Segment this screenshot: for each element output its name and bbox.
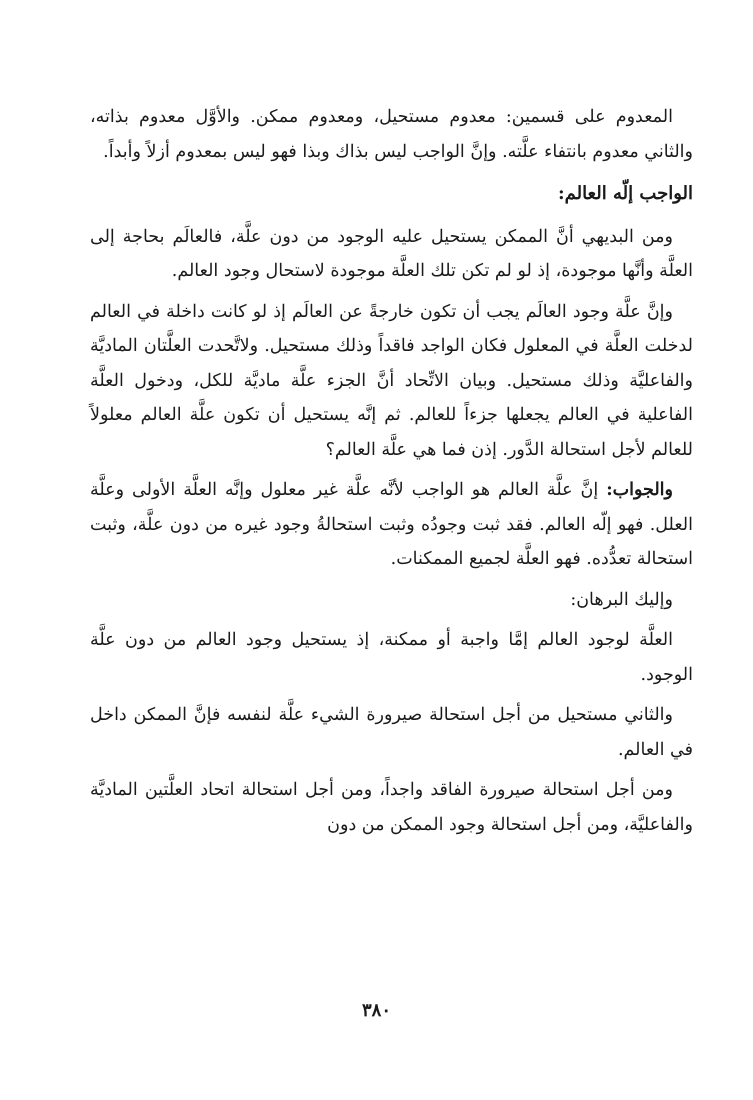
paragraph-proof-intro: وإليك البرهان:	[570, 589, 673, 610]
paragraph-nonexistent-types: المعدوم على قسمين: معدوم مستحيل، ومعدوم ممكن. والأوَّل معدوم بذاته، والثاني معدوم بانتفاء علَّته. وإنَّ الواجب ليس بذاك وبذا فهو ليس بمعدوم أزلاً وأبداً.	[90, 107, 693, 162]
section-heading: الواجب إلّه العالم:	[557, 183, 693, 204]
page-number: ٣٨٠	[361, 1000, 391, 1021]
body-text	[90, 100, 693, 848]
answer-lead: والجواب:	[606, 480, 673, 500]
answer-text: إنَّ علَّة العالم هو الواجب لأنَّه علَّة غير معلول وإنَّه العلَّة الأولى وعلَّة العلل. فهو إلّه العالم. فقد ثبت وجودُه وثبت استحالةُ وجود غيره من دون علَّة، وثبت استحالة تعدُّده. فهو العلَّة لجميع الممكنات.	[90, 480, 693, 569]
paragraph-proof-1: العلَّة لوجود العالم إمَّا واجبة أو ممكنة، إذ يستحيل وجود العالم من دون علَّة الوجود.	[90, 630, 693, 685]
paragraph-cause-external: وإنَّ علَّة وجود العالَم يجب أن تكون خارجةً عن العالَم إذ لو كانت داخلة في العالم لدخلت العلَّة في المعلول فكان الواجد فاقداً وذلك مستحيل. ولاتَّحدت العلَّتان الماديَّة والفاعليَّة وذلك مستحيل. وبيان الاتِّحاد أنَّ الجزء علَّة ماديَّة للكل، ودخول العلَّة الفاعلية في العالم يجعلها جزءاً للعالم. ثم إنَّه يستحيل أن تكون علَّة العالم معلولاً للعالم لأجل استحالة الدَّور. إذن فما هي علَّة العالم؟	[90, 301, 693, 460]
paragraph-world-needs-cause: ومن البديهي أنَّ الممكن يستحيل عليه الوجود من دون علَّة، فالعالَم بحاجة إلى العلَّة وأنَّها موجودة، إذ لو لم تكن تلك العلَّة موجودة لاستحال وجود العالم.	[90, 226, 693, 281]
paragraph-answer	[90, 473, 693, 577]
paragraph-proof-2: والثاني مستحيل من أجل استحالة صيرورة الشيء علَّة لنفسه فإنَّ الممكن داخل في العالم.	[90, 705, 693, 760]
paragraph-proof-3: ومن أجل استحالة صيرورة الفاقد واجداً، ومن أجل استحالة اتحاد العلَّتين الماديَّة والفاعليَّة، ومن أجل استحالة وجود الممكن من دون	[90, 780, 693, 835]
